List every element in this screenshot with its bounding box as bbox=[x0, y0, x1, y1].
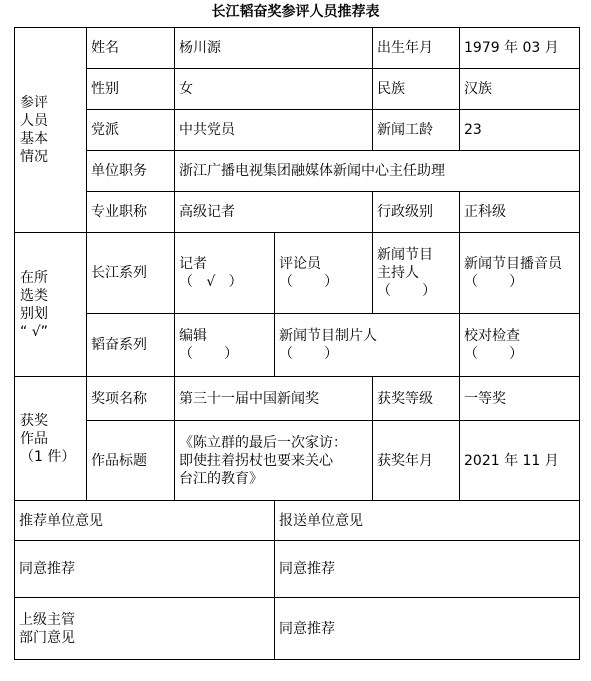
work-title-label: 作品标题 bbox=[87, 421, 175, 501]
award-date-value: 2021 年 11 月 bbox=[460, 421, 580, 501]
work-title-value: 《陈立群的最后一次家访： 即使拄着拐杖也要来关心 台江的教育》 bbox=[175, 421, 373, 501]
years-label: 新闻工龄 bbox=[373, 110, 460, 151]
recommendation-table bbox=[14, 27, 580, 660]
option-producer: 新闻节目制片人 （ ） bbox=[275, 314, 460, 377]
years-value: 23 bbox=[460, 110, 580, 151]
recommend-unit-label: 推荐单位意见 bbox=[15, 501, 275, 541]
name-label: 姓名 bbox=[87, 28, 175, 69]
award-name-value: 第三十一届中国新闻奖 bbox=[175, 377, 373, 421]
unit-label: 单位职务 bbox=[87, 151, 175, 192]
award-name-label: 奖项名称 bbox=[87, 377, 175, 421]
prof-title-label: 专业职称 bbox=[87, 192, 175, 233]
section-category: 在所 选类 别划 “ √” bbox=[15, 233, 87, 377]
party-value: 中共党员 bbox=[175, 110, 373, 151]
superior-dept-label: 上级主管 部门意见 bbox=[15, 598, 275, 660]
section-basic-info: 参评 人员 基本 情况 bbox=[15, 28, 87, 233]
option-proofreader: 校对检查 （ ） bbox=[460, 314, 580, 377]
gender-value: 女 bbox=[175, 69, 373, 110]
option-reporter: 记者 （ √ ） bbox=[175, 233, 275, 314]
award-level-label: 获奖等级 bbox=[373, 377, 460, 421]
ethnic-label: 民族 bbox=[373, 69, 460, 110]
submit-unit-value: 同意推荐 bbox=[275, 541, 580, 598]
option-host: 新闻节目 主持人 （ ） bbox=[373, 233, 460, 314]
reporter-checkmark: （ √ ） bbox=[179, 274, 243, 290]
prof-title-value: 高级记者 bbox=[175, 192, 373, 233]
party-label: 党派 bbox=[87, 110, 175, 151]
award-level-value: 一等奖 bbox=[460, 377, 580, 421]
submit-unit-label: 报送单位意见 bbox=[275, 501, 580, 541]
superior-dept-value: 同意推荐 bbox=[275, 598, 580, 660]
section-award-work: 获奖 作品 （1 件） bbox=[15, 377, 87, 501]
unit-value: 浙江广播电视集团融媒体新闻中心主任助理 bbox=[175, 151, 580, 192]
ethnic-value: 汉族 bbox=[460, 69, 580, 110]
name-value: 杨川源 bbox=[175, 28, 373, 69]
recommend-unit-value: 同意推荐 bbox=[15, 541, 275, 598]
form-title: 长江韬奋奖参评人员推荐表 bbox=[211, 4, 380, 20]
birth-value: 1979 年 03 月 bbox=[460, 28, 580, 69]
admin-value: 正科级 bbox=[460, 192, 580, 233]
admin-label: 行政级别 bbox=[373, 192, 460, 233]
option-editor: 编辑 （ ） bbox=[175, 314, 275, 377]
option-commentator: 评论员 （ ） bbox=[275, 233, 373, 314]
gender-label: 性别 bbox=[87, 69, 175, 110]
award-date-label: 获奖年月 bbox=[373, 421, 460, 501]
option-announcer: 新闻节目播音员 （ ） bbox=[460, 233, 580, 314]
birth-label: 出生年月 bbox=[373, 28, 460, 69]
taofen-series-label: 韬奋系列 bbox=[87, 314, 175, 377]
changjiang-series-label: 长江系列 bbox=[87, 233, 175, 314]
